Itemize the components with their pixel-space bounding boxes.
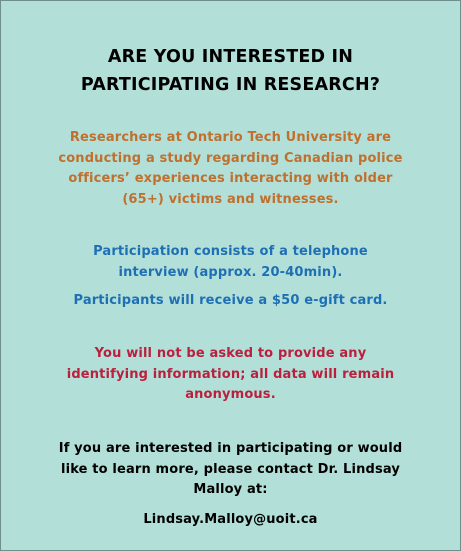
participation-line: Participation consists of a telephone — [93, 244, 368, 259]
study-description-line: (65+) victims and witnesses. — [122, 191, 339, 207]
privacy-line: anonymous. — [185, 387, 276, 402]
study-description-line: Researchers at Ontario Tech University are — [69, 130, 392, 145]
heading-line: PARTICIPATING IN RESEARCH? — [80, 75, 381, 95]
flyer-heading — [1, 43, 460, 99]
contact-line: Malloy at: — [193, 482, 268, 497]
contact-line: If you are interested in participating or would — [58, 441, 403, 456]
contact-line: like to learn more, please contact Dr. Lindsay — [61, 461, 400, 477]
privacy-line: You will not be asked to provide any — [94, 346, 367, 361]
heading-line: ARE YOU INTERESTED IN — [107, 47, 354, 67]
participation-details — [1, 242, 460, 312]
study-description-line: officers’ experiences interacting with older — [68, 171, 393, 186]
contact-email[interactable]: Lindsay.Malloy@uoit.ca — [143, 512, 318, 527]
privacy-line: identifying information; all data will remain — [66, 366, 395, 382]
participation-line: interview (approx. 20-40min). — [118, 264, 343, 280]
study-description-line: conducting a study regarding Canadian police — [58, 150, 403, 166]
privacy-notice — [1, 344, 460, 406]
study-description — [1, 128, 460, 210]
gift-card-reward: Participants will receive a $50 e-gift card. — [73, 293, 388, 308]
participation-info — [1, 242, 460, 283]
contact-info — [1, 439, 460, 501]
